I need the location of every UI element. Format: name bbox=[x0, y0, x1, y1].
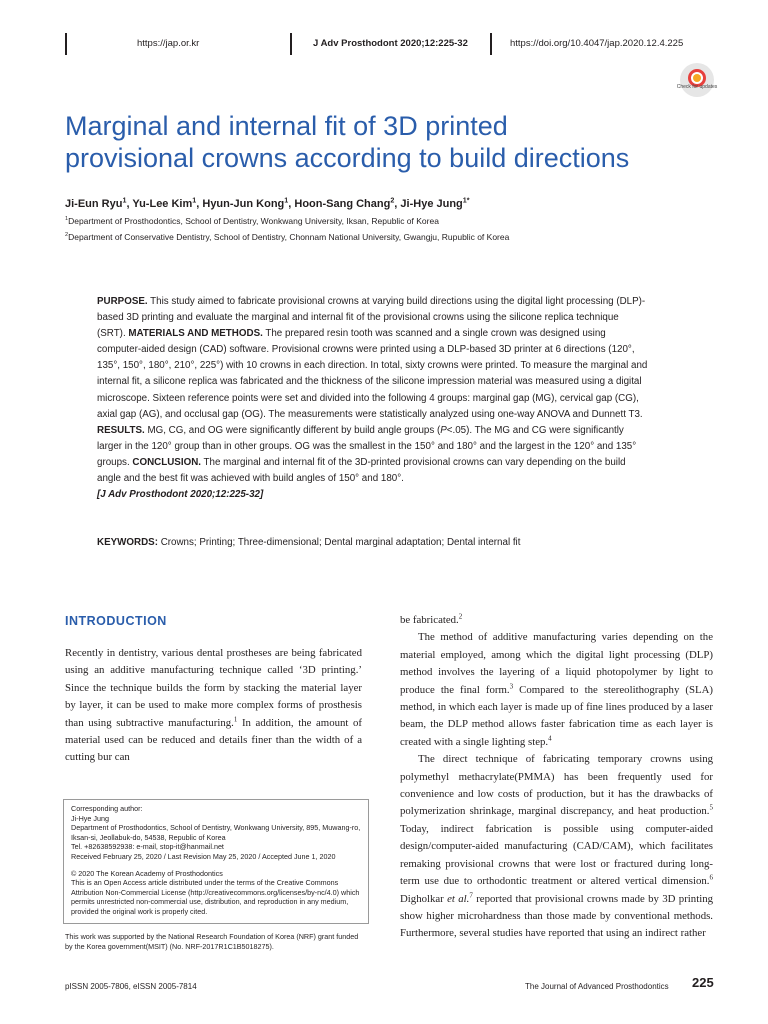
affiliation-text: Department of Conservative Dentistry, School of Dentistry, Chonnam National University, Gwangju, Rupublic of Korea bbox=[68, 232, 510, 242]
check-for-updates-label: Check for updates bbox=[676, 84, 718, 90]
left-column bbox=[65, 645, 362, 767]
methods-label: MATERIALS AND METHODS. bbox=[128, 328, 263, 340]
author-name: Hyun-Jun Kong bbox=[202, 198, 285, 210]
citation-sup: 5 bbox=[709, 803, 713, 812]
keywords-label: KEYWORDS: bbox=[97, 537, 158, 548]
author-affil-sup: 1* bbox=[462, 196, 470, 205]
article-title bbox=[65, 110, 705, 174]
affiliation-2 bbox=[65, 232, 509, 242]
header-divider bbox=[65, 33, 67, 55]
conclusion-text: The marginal and internal fit of the 3D-printed provisional crowns can vary depending on the build angle and the best fit was achieved with build angles of 150° and 180°. bbox=[97, 456, 626, 485]
correspondence-address: Department of Prosthodontics, School of Dentistry, Wonkwang University, 895, Muwang-ro, Iksan-si, Jeollabuk-do, 54538, Republic of Korea bbox=[71, 823, 361, 842]
results-text-cont: <.05). The MG and CG were significantly larger in the 120° group than in other groups. OG was the smallest in the 150° and 180° and the largest in the 120° and 135° groups. bbox=[97, 424, 637, 468]
citation-sup: 1 bbox=[233, 715, 238, 724]
update-icon-dot bbox=[693, 74, 701, 82]
author-name: Ji-Eun Ryu bbox=[65, 198, 123, 210]
affiliation-text: Department of Prosthodontics, School of Dentistry, Wonkwang University, Iksan, Republic of Korea bbox=[68, 216, 439, 226]
issn: pISSN 2005-7806, eISSN 2005-7814 bbox=[65, 982, 197, 991]
article-dates: Received February 25, 2020 / Last Revision May 25, 2020 / Accepted June 1, 2020 bbox=[71, 851, 336, 861]
correspondence-label: Corresponding author: bbox=[71, 804, 143, 813]
author-affil-sup: 1 bbox=[284, 196, 289, 205]
paragraph bbox=[400, 629, 713, 751]
footer-journal-name: The Journal of Advanced Prosthodontics bbox=[525, 982, 669, 991]
keywords-text: Crowns; Printing; Three-dimensional; Dental marginal adaptation; Dental internal fit bbox=[157, 537, 521, 548]
paragraph bbox=[400, 751, 713, 942]
abstract-citation: [J Adv Prosthodont 2020;12:225-32] bbox=[97, 489, 264, 501]
author-list: Ji-Eun Ryu$^1$, Yu-Lee Kim$^1$, Hyun-Jun Kong$^1$, Hoon-Sang Chang$^2$, Ji-Hye Jung$^{1*}$ bbox=[65, 196, 470, 210]
citation-sup: 7 bbox=[469, 890, 473, 899]
conclusion-label: CONCLUSION. bbox=[132, 456, 201, 468]
paragraph-text: In addition, the amount of material used can be reduced and details finer than the width of a cutting bur can bbox=[65, 716, 362, 764]
title-line-2: provisional crowns according to build directions bbox=[65, 143, 630, 173]
author-affil-sup: 1 bbox=[122, 196, 127, 205]
results-text: MG, CG, and OG were significantly different by build angle groups ( bbox=[144, 424, 441, 436]
author-affil-sup: 1 bbox=[192, 196, 197, 205]
page-number: 225 bbox=[692, 975, 714, 990]
p-value-symbol: P bbox=[440, 424, 447, 436]
copyright: © 2020 The Korean Academy of Prosthodontics bbox=[71, 868, 223, 878]
paragraph-text: Compared to the stereolithography (SLA) method, in which each layer is made up of fine lines produced by a laser beam, the DLP method allows faster fabrication time as each layer is created with a single lighting step. bbox=[400, 683, 713, 748]
paragraph-text: Today, indirect fabrication is possible using computer-aided design/computer-aided manufacturing (CAD/CAM), which facilitates remaking provisional crowns that were lost or fractured during long-term use due to orthodontic treatment or altered vertical dimension. bbox=[400, 822, 713, 888]
correspondence-name: Ji-Hye Jung bbox=[71, 813, 109, 823]
check-for-updates-badge[interactable] bbox=[680, 63, 714, 97]
correspondence-box bbox=[63, 799, 369, 924]
doi-link[interactable]: https://doi.org/10.4047/jap.2020.12.4.225 bbox=[510, 38, 684, 49]
journal-citation: J Adv Prosthodont 2020;12:225-32 bbox=[313, 38, 468, 49]
paragraph-text: be fabricated. bbox=[400, 614, 459, 626]
paragraph-text: Recently in dentistry, various dental prostheses are being fabricated using an additive manufacturing technique called ‘3D printing.’ Since the technique builds the form by stacking the material layer by layer, it can be used to make more complex forms of prosthesis than using subtractive manufacturing. bbox=[65, 647, 362, 729]
paragraph-text: The direct technique of fabricating temporary crowns using polymethyl methacrylate(PMMA) has been frequently used for convenience and low costs of production, but it has the drawbacks of polymerization shrinkage, marginal discrepancy, and heat production. bbox=[400, 753, 713, 818]
paragraph bbox=[400, 612, 713, 629]
paragraph bbox=[65, 645, 362, 767]
abstract bbox=[97, 294, 650, 503]
funding-note: This work was supported by the National Research Foundation of Korea (NRF) grant funded by the Korea government(MSIT) (No. NRF-2017R1C1B5018275). bbox=[65, 932, 359, 951]
paragraph-text: The method of additive manufacturing varies depending on the material employed, among which the digital light processing (DLP) method involves the layering of a liquid photopolymer by light to produce the final form. bbox=[400, 631, 713, 696]
header-divider bbox=[490, 33, 492, 55]
license-text: This is an Open Access article distributed under the terms of the Creative Commons Attribution Non-Commercial License (http://creativecommons.org/licenses/by-nc/4.0) which permits unrestricted non-commercial use, distribution, and reproduction in any medium, provided the original work is properly cited. bbox=[71, 878, 360, 916]
paragraph-text: reported that provisional crowns made by 3D printing show higher microhardness than those made by conventional methods. Furthermore, several studies have reported that using an indirect rather bbox=[400, 892, 713, 940]
author-affil-sup: 2 bbox=[390, 196, 395, 205]
affiliation-sup: 2 bbox=[65, 232, 69, 239]
affiliation-1 bbox=[65, 216, 439, 226]
paragraph-text: Digholkar bbox=[400, 892, 448, 905]
section-heading: INTRODUCTION bbox=[65, 614, 167, 628]
author-name: Yu-Lee Kim bbox=[132, 198, 193, 210]
methods-text: The prepared resin tooth was scanned and a single crown was designed using computer-aided design (CAD) software. Provisional crowns were printed using a DLP-based 3D printer at 6 directions (120°, 135°, 150°, 180°, 210°, 225°) with 10 crowns in each direction. In total, sixty crowns were printed. To measure the marginal and internal fit, a silicone replica was fabricated and the thickness of the silicone impression material was measured using a digital microscope. Sixteen reference points were set and divided into the following 4 groups: marginal gap (MG), cervical gap (CG), axial gap (AG), and occlusal gap (OG). The measurements were statistically analyzed using one-way ANOVA and Dunnett T3. bbox=[97, 328, 648, 420]
author-name: Ji-Hye Jung bbox=[400, 198, 463, 210]
purpose-text: This study aimed to fabricate provisional crowns at varying build directions using the digital light processing (DLP)-based 3D printing and evaluate the marginal and internal fit of the provisional crowns using the silicone replica technique (SRT). bbox=[97, 296, 646, 340]
author-name: Hoon-Sang Chang bbox=[294, 198, 391, 210]
title-line-1: Marginal and internal fit of 3D printed bbox=[65, 111, 508, 141]
site-link[interactable]: https://jap.or.kr bbox=[137, 38, 200, 49]
et-al: et al. bbox=[447, 892, 470, 905]
citation-sup: 4 bbox=[548, 734, 552, 743]
header-divider bbox=[290, 33, 292, 55]
affiliation-sup: 1 bbox=[65, 216, 69, 223]
purpose-label: PURPOSE. bbox=[97, 296, 148, 307]
keywords bbox=[97, 537, 657, 548]
correspondence-contact: Tel. +82638592938: e-mail, stop-it@hanmail.net bbox=[71, 842, 224, 852]
citation-sup: 2 bbox=[458, 612, 463, 621]
results-label: RESULTS. bbox=[97, 424, 145, 436]
citation-sup: 3 bbox=[509, 682, 514, 691]
right-column bbox=[400, 612, 713, 943]
citation-sup: 6 bbox=[709, 873, 713, 882]
